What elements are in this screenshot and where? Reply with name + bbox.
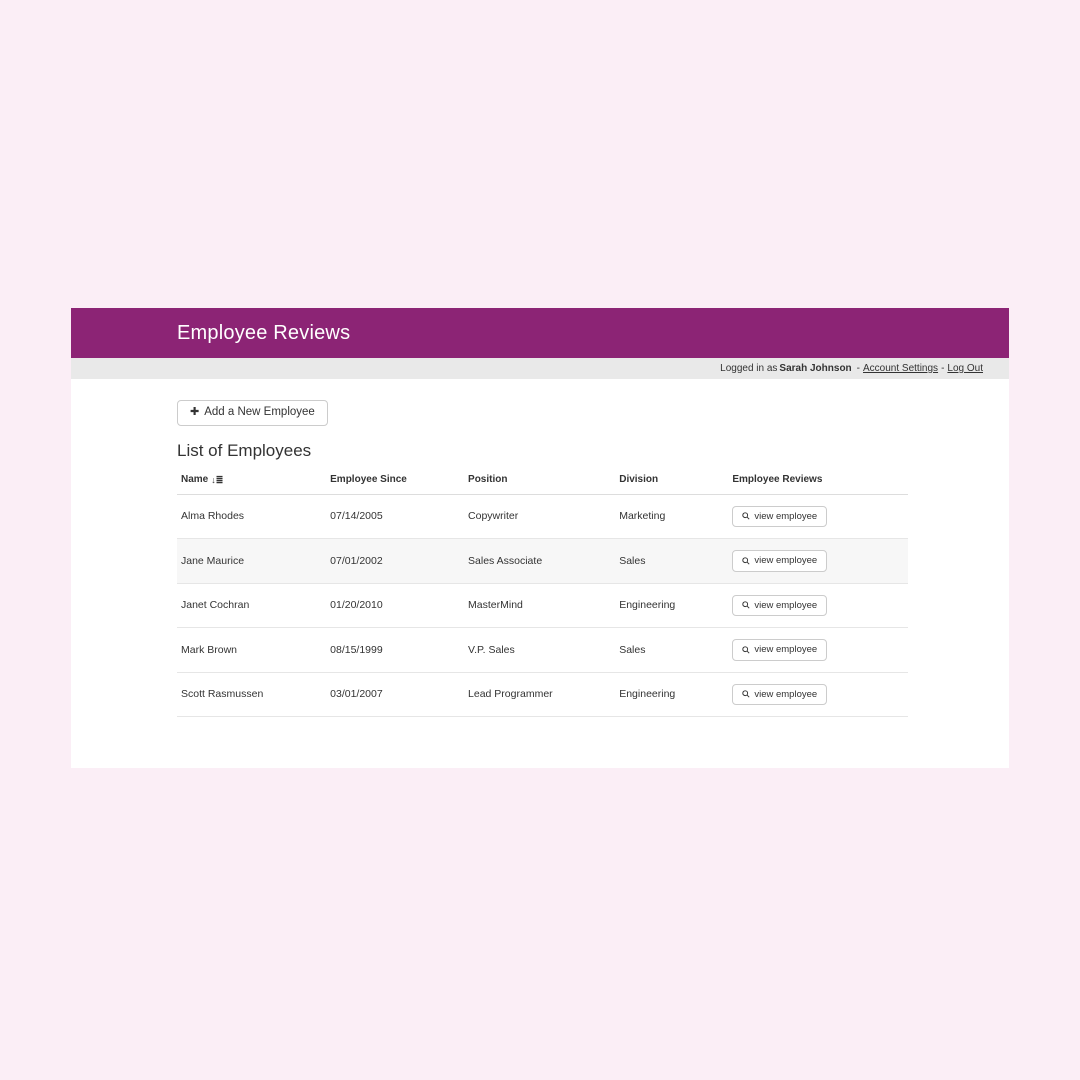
column-header-employee-since[interactable]: Employee Since	[326, 474, 464, 495]
cell-position: MasterMind	[464, 583, 615, 628]
cell-employee-since: 07/01/2002	[326, 539, 464, 584]
view-employee-button[interactable]	[732, 684, 827, 706]
plus-icon: ✚	[190, 406, 200, 419]
cell-name: Mark Brown	[177, 628, 326, 673]
view-employee-button[interactable]	[732, 639, 827, 661]
magnifier-icon	[742, 601, 750, 609]
cell-division: Engineering	[615, 583, 728, 628]
view-employee-label: view employee	[754, 688, 818, 700]
table-row	[177, 539, 908, 584]
cell-name: Janet Cochran	[177, 583, 326, 628]
cell-division: Marketing	[615, 494, 728, 539]
column-header-division[interactable]: Division	[615, 474, 728, 495]
cell-division: Sales	[615, 628, 728, 673]
view-employee-button[interactable]	[732, 595, 827, 617]
table-row	[177, 672, 908, 717]
cell-employee-since: 07/14/2005	[326, 494, 464, 539]
log-out-link[interactable]: Log Out	[947, 363, 983, 374]
column-header-name-label: Name	[181, 473, 209, 485]
section-title: List of Employees	[177, 440, 312, 460]
magnifier-icon	[742, 690, 750, 698]
table-body	[177, 494, 908, 717]
cell-position: V.P. Sales	[464, 628, 615, 673]
cell-name: Alma Rhodes	[177, 494, 326, 539]
cell-employee-since: 03/01/2007	[326, 672, 464, 717]
login-separator-1: -	[856, 363, 861, 374]
view-employee-button[interactable]	[732, 550, 827, 572]
magnifier-icon	[742, 557, 750, 565]
cell-division: Sales	[615, 539, 728, 584]
magnifier-icon	[742, 512, 750, 520]
login-status-bar	[71, 358, 1009, 379]
app-header	[71, 308, 1009, 358]
table-row	[177, 494, 908, 539]
add-new-employee-label: Add a New Employee	[204, 406, 315, 418]
page-title: Employee Reviews	[177, 321, 351, 344]
add-new-employee-button[interactable]	[177, 400, 328, 426]
cell-employee-since: 08/15/1999	[326, 628, 464, 673]
cell-division: Engineering	[615, 672, 728, 717]
table-row	[177, 583, 908, 628]
view-employee-label: view employee	[754, 644, 818, 655]
logged-in-user: Sarah Johnson	[779, 363, 852, 374]
view-employee-label: view employee	[754, 510, 818, 522]
column-header-employee-reviews[interactable]: Employee Reviews	[728, 474, 908, 495]
cell-actions	[728, 672, 908, 717]
account-settings-link[interactable]: Account Settings	[863, 363, 939, 374]
app-window	[71, 308, 1009, 768]
login-separator-2: -	[941, 363, 945, 374]
view-employee-label: view employee	[754, 555, 818, 566]
view-employee-label: view employee	[754, 599, 818, 611]
table-header-row	[177, 474, 908, 495]
cell-position: Lead Programmer	[464, 672, 615, 717]
magnifier-icon	[742, 646, 750, 654]
view-employee-button[interactable]	[732, 506, 827, 528]
cell-employee-since: 01/20/2010	[326, 583, 464, 628]
cell-actions	[728, 583, 908, 628]
sort-ascending-icon[interactable]: ↓≣	[211, 474, 224, 485]
cell-actions	[728, 539, 908, 584]
main-content	[71, 379, 1009, 717]
cell-position: Sales Associate	[464, 539, 615, 584]
logged-in-prefix: Logged in as	[720, 363, 778, 374]
column-header-position[interactable]: Position	[464, 474, 615, 495]
cell-name: Jane Maurice	[177, 539, 326, 584]
cell-actions	[728, 494, 908, 539]
table-head	[177, 474, 908, 495]
table-row	[177, 628, 908, 673]
column-header-name[interactable]	[177, 474, 326, 495]
cell-actions	[728, 628, 908, 673]
cell-position: Copywriter	[464, 494, 615, 539]
employees-table	[177, 474, 908, 718]
cell-name: Scott Rasmussen	[177, 672, 326, 717]
